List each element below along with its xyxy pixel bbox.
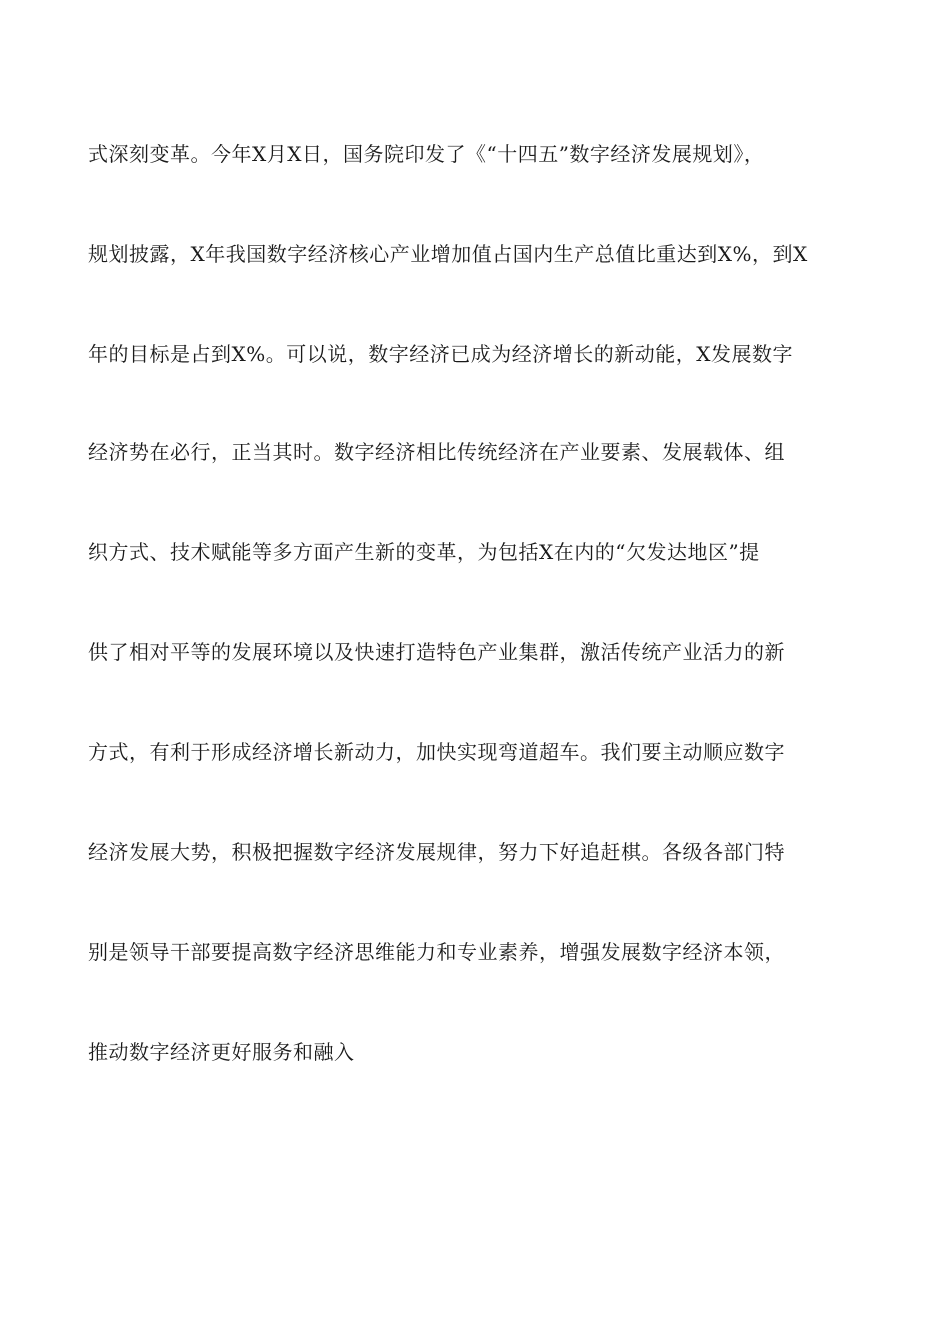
body-text-line-3: 年的目标是占到X%。可以说，数字经济已成为经济增长的新动能，X发展数字 <box>88 342 793 366</box>
body-text-line-7: 方式，有利于形成经济增长新动力，加快实现弯道超车。我们要主动顺应数字 <box>88 740 785 764</box>
body-text-line-2: 规划披露，X年我国数字经济核心产业增加值占国内生产总值比重达到X%，到X <box>88 242 808 266</box>
body-text-line-6: 供了相对平等的发展环境以及快速打造特色产业集群，激活传统产业活力的新 <box>88 640 785 664</box>
body-text-line-1: 式深刻变革。今年X月X日，国务院印发了《“十四五”数字经济发展规划》， <box>88 142 765 166</box>
body-text-line-8: 经济发展大势，积极把握数字经济发展规律，努力下好追赶棋。各级各部门特 <box>88 840 785 864</box>
body-text-line-4: 经济势在必行，正当其时。数字经济相比传统经济在产业要素、发展载体、组 <box>88 440 785 464</box>
body-text-line-9: 别是领导干部要提高数字经济思维能力和专业素养，增强发展数字经济本领， <box>88 940 785 964</box>
body-text-line-10: 推动数字经济更好服务和融入 <box>88 1040 355 1064</box>
body-text-line-5: 织方式、技术赋能等多方面产生新的变革，为包括X在内的“欠发达地区”提 <box>88 540 760 564</box>
